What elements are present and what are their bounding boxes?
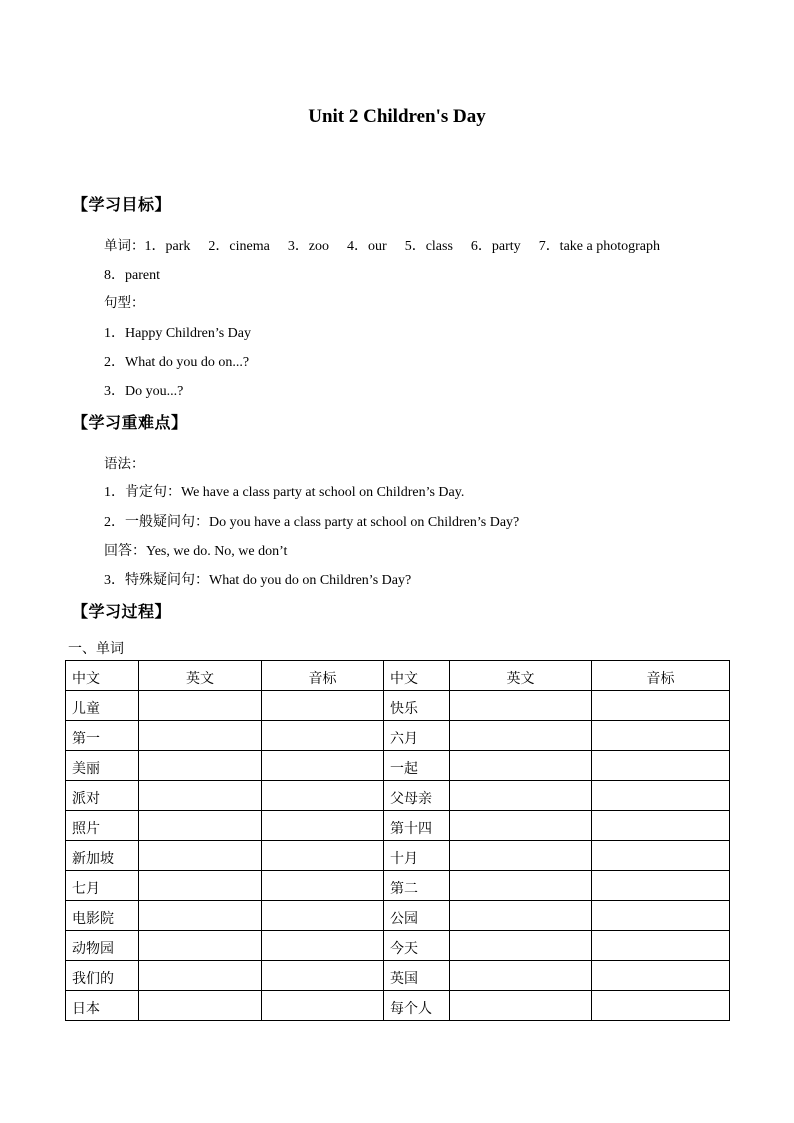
phonetic-answer-cell[interactable] [262, 811, 384, 841]
chinese-word-cell: 儿童 [66, 691, 139, 721]
phonetic-answer-cell[interactable] [592, 901, 730, 931]
phonetic-answer-cell[interactable] [262, 721, 384, 751]
sentence-pattern: 3．Do you...? [104, 384, 184, 399]
grammar-line: 3．特殊疑问句：What do you do on Children’s Day? [104, 573, 412, 588]
vocab-line [104, 234, 660, 255]
chinese-word-cell: 父母亲 [384, 781, 450, 811]
english-answer-cell[interactable] [450, 781, 592, 811]
chinese-word-cell: 日本 [66, 991, 139, 1021]
table-row [66, 841, 730, 871]
english-answer-cell[interactable] [450, 751, 592, 781]
vocab-word: 6．party [470, 239, 521, 254]
phonetic-answer-cell[interactable] [592, 751, 730, 781]
vocab-word: 8．parent [104, 268, 160, 283]
phonetic-answer-cell[interactable] [262, 691, 384, 721]
chinese-word-cell: 十月 [384, 841, 450, 871]
chinese-word-cell: 每个人 [384, 991, 450, 1021]
section-heading-process: 【学习过程】 [72, 602, 172, 621]
header-cell: 中文 [384, 661, 450, 691]
chinese-word-cell: 一起 [384, 751, 450, 781]
table-row [66, 871, 730, 901]
english-answer-cell[interactable] [139, 871, 262, 901]
english-answer-cell[interactable] [450, 811, 592, 841]
table-row [66, 781, 730, 811]
vocab-word: 1．park [144, 239, 191, 254]
table-row [66, 901, 730, 931]
chinese-word-cell: 动物园 [66, 931, 139, 961]
table-row [66, 691, 730, 721]
chinese-word-cell: 第二 [384, 871, 450, 901]
english-answer-cell[interactable] [450, 931, 592, 961]
grammar-label: 语法： [104, 456, 145, 472]
header-cell: 英文 [139, 661, 262, 691]
english-answer-cell[interactable] [139, 901, 262, 931]
header-cell: 英文 [450, 661, 592, 691]
table-header-row [66, 661, 730, 691]
sentence-pattern: 1．Happy Children’s Day [104, 326, 251, 341]
phonetic-answer-cell[interactable] [592, 691, 730, 721]
vocab-word: 4．our [347, 239, 387, 254]
vocab-word: 7．take a photograph [538, 239, 660, 254]
phonetic-answer-cell[interactable] [262, 751, 384, 781]
chinese-word-cell: 第一 [66, 721, 139, 751]
phonetic-answer-cell[interactable] [262, 931, 384, 961]
chinese-word-cell: 照片 [66, 811, 139, 841]
vocab-word: 5．class [404, 239, 453, 254]
phonetic-answer-cell[interactable] [592, 931, 730, 961]
phonetic-answer-cell[interactable] [592, 811, 730, 841]
chinese-word-cell: 第十四 [384, 811, 450, 841]
phonetic-answer-cell[interactable] [262, 961, 384, 991]
page-title: Unit 2 Children's Day [308, 106, 486, 127]
chinese-word-cell: 电影院 [66, 901, 139, 931]
chinese-word-cell: 新加坡 [66, 841, 139, 871]
vocab-word: 2．cinema [208, 239, 270, 254]
phonetic-answer-cell[interactable] [592, 781, 730, 811]
phonetic-answer-cell[interactable] [262, 841, 384, 871]
english-answer-cell[interactable] [139, 991, 262, 1021]
english-answer-cell[interactable] [139, 811, 262, 841]
english-answer-cell[interactable] [450, 961, 592, 991]
table-row [66, 961, 730, 991]
chinese-word-cell: 英国 [384, 961, 450, 991]
phonetic-answer-cell[interactable] [262, 991, 384, 1021]
grammar-line: 回答：Yes, we do. No, we don’t [104, 544, 288, 559]
phonetic-answer-cell[interactable] [592, 991, 730, 1021]
header-cell: 中文 [66, 661, 139, 691]
section-heading-goals: 【学习目标】 [72, 195, 172, 214]
table-row [66, 721, 730, 751]
phonetic-answer-cell[interactable] [262, 901, 384, 931]
chinese-word-cell: 七月 [66, 871, 139, 901]
header-cell: 音标 [592, 661, 730, 691]
english-answer-cell[interactable] [139, 751, 262, 781]
phonetic-answer-cell[interactable] [592, 961, 730, 991]
english-answer-cell[interactable] [139, 691, 262, 721]
english-answer-cell[interactable] [139, 961, 262, 991]
sentence-label: 句型： [104, 295, 145, 311]
vocabulary-table [65, 660, 730, 1021]
phonetic-answer-cell[interactable] [262, 871, 384, 901]
table-row [66, 931, 730, 961]
phonetic-answer-cell[interactable] [262, 781, 384, 811]
grammar-line: 1．肯定句：We have a class party at school on Children’s Day. [104, 485, 465, 500]
english-answer-cell[interactable] [450, 871, 592, 901]
phonetic-answer-cell[interactable] [592, 841, 730, 871]
english-answer-cell[interactable] [450, 841, 592, 871]
english-answer-cell[interactable] [139, 931, 262, 961]
chinese-word-cell: 公园 [384, 901, 450, 931]
english-answer-cell[interactable] [139, 781, 262, 811]
english-answer-cell[interactable] [450, 721, 592, 751]
header-cell: 音标 [262, 661, 384, 691]
section-heading-keypoints: 【学习重难点】 [72, 413, 188, 432]
english-answer-cell[interactable] [450, 991, 592, 1021]
subheading-vocabulary: 一、单词 [68, 641, 124, 657]
chinese-word-cell: 美丽 [66, 751, 139, 781]
phonetic-answer-cell[interactable] [592, 721, 730, 751]
english-answer-cell[interactable] [450, 691, 592, 721]
vocab-word: 3．zoo [287, 239, 330, 254]
english-answer-cell[interactable] [139, 841, 262, 871]
phonetic-answer-cell[interactable] [592, 871, 730, 901]
english-answer-cell[interactable] [450, 901, 592, 931]
chinese-word-cell: 今天 [384, 931, 450, 961]
english-answer-cell[interactable] [139, 721, 262, 751]
table-row [66, 751, 730, 781]
sentence-pattern: 2．What do you do on...? [104, 355, 250, 370]
chinese-word-cell: 派对 [66, 781, 139, 811]
chinese-word-cell: 我们的 [66, 961, 139, 991]
table-row [66, 811, 730, 841]
grammar-line: 2．一般疑问句：Do you have a class party at school on Children’s Day? [104, 515, 520, 530]
chinese-word-cell: 快乐 [384, 691, 450, 721]
words-label: 单词： [104, 238, 145, 254]
table-row [66, 991, 730, 1021]
chinese-word-cell: 六月 [384, 721, 450, 751]
